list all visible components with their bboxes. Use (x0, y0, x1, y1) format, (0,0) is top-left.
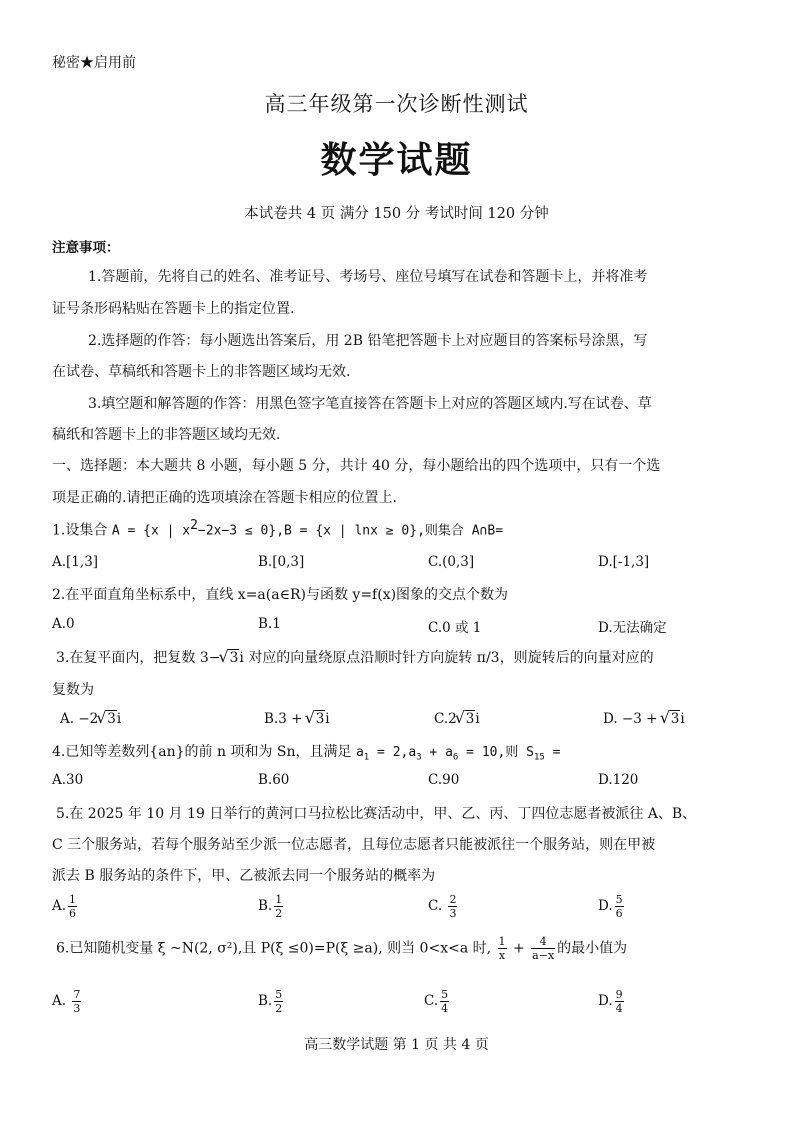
q6-c-label: C. (424, 993, 439, 1009)
q6-plus: + (512, 940, 525, 957)
q6-option-c (424, 988, 451, 1015)
q6-a-label: A. (52, 993, 67, 1009)
q5-a-num: 1 (69, 893, 77, 906)
q6-c-num: 5 (441, 988, 449, 1001)
question-5-line-2: C 三个服务站，若每个服务站至少派一位志愿者，且每位志愿者只能被派往一个服务站，则在甲被 (52, 837, 656, 853)
q5-c-label: C. (428, 898, 443, 914)
q3-d-post: i (680, 711, 685, 727)
q3-a-pre: A. −2 (60, 711, 99, 727)
q3-b-pre: B.3 + (264, 711, 307, 727)
q5-option-d (598, 893, 626, 920)
q4-s-sub: 15 (533, 752, 545, 763)
q6-c-fraction (440, 988, 449, 1015)
note-2-line-1: 2.选择题的作答：每小题选出答案后，用 2B 铅笔把答题卡上对应题目的答案标号涂黑，写 (88, 333, 648, 349)
q1-option-a: A.[1,3] (52, 554, 99, 570)
question-5-line-3: 派去 B 服务站的条件下，甲、乙被派去同一个服务站的概率为 (52, 868, 436, 884)
q5-option-b (258, 893, 285, 920)
note-3-line-1: 3.填空题和解答题的作答：用黑色签字笔直接答在答题卡上对应的答题区域内.写在试卷、草 (88, 396, 652, 412)
q4-a1-sub: 1 (363, 752, 370, 763)
q6-d-den: 4 (615, 1002, 623, 1015)
q6-b-fraction (274, 988, 283, 1015)
section-1-line-1: 一、选择题：本大题共 8 小题，每小题 5 分，共计 40 分，每小题给出的四个选项中，只有一个选 (52, 458, 661, 474)
q1-option-b: B.[0,3] (258, 554, 305, 570)
q5-c-num: 2 (449, 893, 457, 906)
question-2: 2.在平面直角坐标系中，直线 x=a(a∈R)与函数 y=f(x)图象的交点个数为 (52, 587, 509, 603)
q5-d-label: D. (598, 898, 613, 914)
q5-b-num: 1 (275, 893, 283, 906)
q6-option-b (258, 988, 285, 1015)
q6-b-num: 5 (275, 988, 283, 1001)
q3-complex-i: i (239, 650, 244, 666)
question-4 (52, 741, 560, 763)
question-1 (52, 518, 503, 540)
q3-complex-a: 3− (199, 650, 221, 666)
question-3 (56, 647, 654, 667)
q3-d-pre: D. −3 + (603, 711, 662, 727)
q5-a-label: A. (52, 898, 67, 914)
q2-option-c: C.0 或 1 (428, 620, 482, 636)
secret-mark: 秘密★启用前 (52, 55, 136, 71)
q6-fraction-2 (531, 935, 555, 962)
q5-option-c (428, 893, 459, 920)
q3-option-a (60, 711, 121, 727)
q4-a6-sub: 6 (452, 752, 459, 763)
q6-post: 的最小值为 (557, 940, 628, 957)
q1-set-a: A = {x | x (111, 523, 191, 539)
question-3-line-2: 复数为 (52, 682, 94, 698)
q4-pre: 4.已知等差数列{an}的前 n 项和为 Sn，且满足 (52, 744, 352, 760)
q5-b-label: B. (258, 898, 273, 914)
q4-end: = (544, 745, 561, 760)
q6-d-label: D. (598, 993, 613, 1009)
q3-b-post: i (325, 711, 330, 727)
q3-post: 对应的向量绕原点沿顺时针方向旋转 π/3，则旋转后的向量对应的 (248, 650, 654, 666)
q4-option-b: B.60 (258, 772, 290, 788)
q3-sqrt (220, 650, 239, 666)
page-footer: 高三数学试题 第 1 页 共 4 页 (304, 1037, 489, 1053)
q6-a-den: 3 (73, 1002, 81, 1015)
q3-option-b (264, 711, 330, 727)
q4-expr (355, 745, 561, 763)
q5-b-fraction (274, 893, 283, 920)
q6-option-d (598, 988, 626, 1015)
q5-d-num: 5 (615, 893, 623, 906)
q1-set-rest: −2x−3 ≤ 0},B = {x | lnx ≥ 0},则集合 A∩B= (197, 523, 504, 539)
note-2-line-2: 在试卷、草稿纸和答题卡上的非答题区域均无效. (52, 364, 351, 380)
q6-c-den: 4 (441, 1002, 449, 1015)
q3-option-c (434, 711, 480, 727)
q2-option-a: A.0 (52, 616, 75, 632)
q2-option-b: B.1 (258, 616, 281, 632)
q4-plus: + a (421, 745, 453, 760)
q4-a3-sub: 3 (416, 752, 422, 763)
question-6 (56, 935, 627, 962)
q6-d-num: 9 (615, 988, 623, 1001)
question-5-line-1: 5.在 2025 年 10 月 19 日举行的黄河口马拉松比赛活动中，甲、乙、丙、丁四位志愿者被派往 A、B、 (56, 806, 697, 822)
q6-a-fraction (72, 988, 81, 1015)
q6-b-den: 2 (275, 1002, 283, 1015)
q6-f2-den: a−x (532, 949, 555, 962)
q6-b-label: B. (258, 993, 273, 1009)
q3-a-sqrt (98, 711, 117, 727)
q6-d-fraction (615, 988, 624, 1015)
section-1-line-2: 项是正确的.请把正确的选项填涂在答题卡相应的位置上. (52, 490, 397, 506)
q1-exponent: 2 (190, 518, 198, 533)
q3-radicand: 3 (229, 650, 239, 666)
q5-d-den: 6 (615, 907, 623, 920)
q6-f2-num: 4 (531, 935, 555, 949)
q4-option-d: D.120 (598, 772, 639, 788)
q5-a-den: 6 (69, 907, 77, 920)
q6-f1-den: x (498, 949, 506, 962)
exam-info: 本试卷共 4 页 满分 150 分 考试时间 120 分钟 (244, 206, 549, 222)
q3-option-d (603, 711, 685, 727)
q4-eq: = 10,则 (458, 745, 519, 760)
q5-c-fraction (448, 893, 457, 920)
q3-a-radicand: 3 (107, 711, 116, 727)
q1-option-c: C.(0,3] (428, 554, 475, 570)
note-1-line-2: 证号条形码粘贴在答题卡上的指定位置. (52, 301, 295, 317)
q3-c-pre: C.2 (434, 711, 457, 727)
q3-d-sqrt (662, 711, 681, 727)
q5-a-fraction (68, 893, 77, 920)
q6-fraction-1 (498, 935, 507, 962)
q2-option-d: D.无法确定 (598, 620, 667, 636)
q3-pre: 3.在复平面内，把复数 (56, 650, 196, 666)
q4-mid: = 2,a (369, 745, 417, 760)
q4-a: a (355, 745, 364, 760)
q6-a-num: 7 (73, 988, 81, 1001)
q4-s: S (526, 745, 534, 760)
notes-heading: 注意事项： (52, 240, 120, 256)
q3-c-post: i (475, 711, 480, 727)
note-1-line-1: 1.答题前，先将自己的姓名、准考证号、考场号、座位号填写在试卷和答题卡上，并将准考 (88, 269, 648, 285)
q3-c-sqrt (457, 711, 476, 727)
q5-option-a (52, 893, 79, 920)
q4-option-a: A.30 (52, 772, 84, 788)
note-3-line-2: 稿纸和答题卡上的非答题区域均无效. (52, 427, 281, 443)
exam-subtitle: 高三年级第一次诊断性测试 (264, 92, 529, 116)
q3-b-sqrt (307, 711, 326, 727)
page-title: 数学试题 (320, 140, 473, 181)
q6-pre: 6.已知随机变量 ξ ~N(2, σ²),且 P(ξ ≤0)=P(ξ ≥a), 则当 0<x<a 时, (56, 940, 492, 957)
q4-option-c: C.90 (428, 772, 460, 788)
q3-d-radicand: 3 (670, 711, 680, 727)
q5-c-den: 3 (449, 907, 457, 920)
q3-b-radicand: 3 (315, 711, 325, 727)
q1-prefix: 1.设集合 (52, 522, 108, 539)
q1-option-d: D.[-1,3] (598, 554, 650, 570)
q5-b-den: 2 (275, 907, 283, 920)
q3-a-post: i (116, 711, 122, 727)
q5-d-fraction (615, 893, 624, 920)
q6-f1-num: 1 (498, 935, 506, 948)
q6-option-a (52, 988, 83, 1015)
q3-c-radicand: 3 (465, 711, 475, 727)
